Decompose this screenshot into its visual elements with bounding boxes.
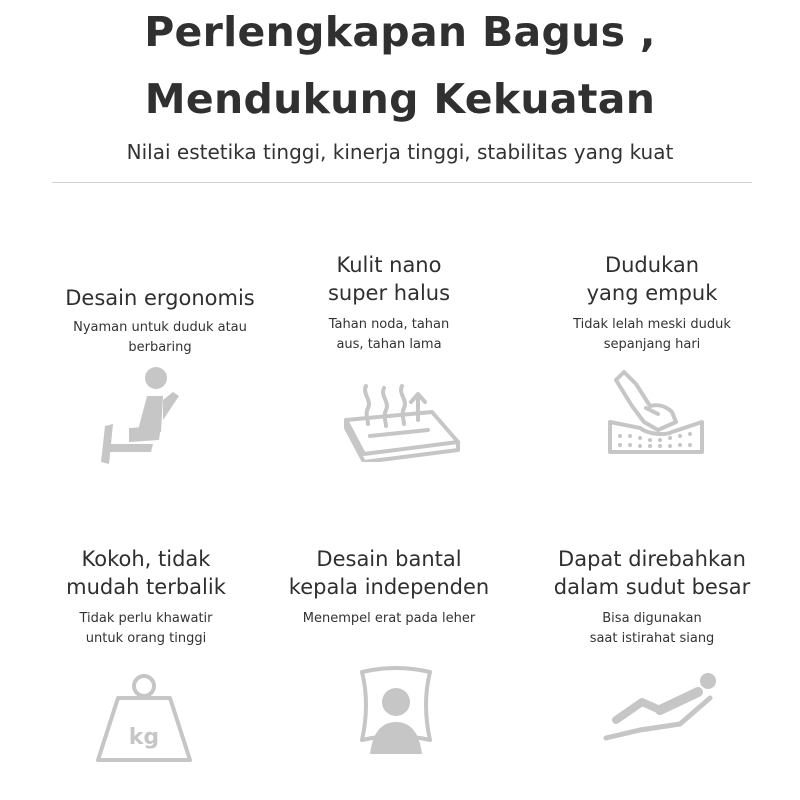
feature-soft-seat (519, 251, 785, 355)
feature-nano-leather (256, 251, 522, 355)
feature-description-line: saat istirahat siang (589, 631, 715, 646)
feature-description-line: aus, tahan lama (336, 337, 442, 352)
page-subtitle: Nilai estetika tinggi, kinerja tinggi, stabilitas yang kuat (126, 140, 674, 164)
feature-ergonomic (27, 284, 293, 358)
feature-reclining (519, 545, 785, 649)
nano-leather-layers-icon (338, 380, 462, 462)
kg-label: kg (128, 725, 160, 750)
hand-pressing-cushion-icon (606, 366, 706, 460)
feature-description-line: untuk orang tinggi (85, 631, 207, 646)
ergonomic-sitting-person-icon (97, 362, 187, 468)
feature-title (519, 251, 785, 307)
feature-description-line: sepanjang hari (603, 337, 701, 352)
feature-title-line: yang empuk (586, 281, 718, 305)
feature-title-line: Dapat direbahkan (558, 547, 746, 571)
reclining-person-icon (600, 668, 720, 744)
feature-sturdy (13, 545, 279, 649)
kg-weight-icon (94, 672, 194, 764)
feature-description-line: Tidak perlu khawatir (79, 611, 213, 626)
feature-description (256, 315, 522, 355)
feature-title-line: super halus (327, 281, 451, 305)
feature-title (256, 251, 522, 307)
feature-title-line: Kokoh, tidak (81, 547, 211, 571)
feature-description-line: berbaring (128, 340, 192, 355)
feature-title-line: Kulit nano (336, 253, 442, 277)
feature-title-line: dalam sudut besar (553, 575, 751, 599)
feature-description (27, 318, 293, 358)
feature-description (519, 315, 785, 355)
feature-description (13, 609, 279, 649)
feature-title-line: Desain ergonomis (65, 286, 255, 310)
feature-title (13, 545, 279, 601)
feature-description (256, 609, 522, 629)
feature-title-line: Desain bantal (316, 547, 462, 571)
feature-headrest (256, 545, 522, 629)
feature-title (256, 545, 522, 601)
feature-description-line: Bisa digunakan (602, 611, 702, 626)
headrest-pillow-icon (356, 664, 436, 756)
feature-description-line: Menempel erat pada leher (302, 611, 476, 626)
feature-title-line: Dudukan (604, 253, 700, 277)
feature-description-line: Nyaman untuk duduk atau (73, 320, 247, 335)
feature-title-line: mudah terbalik (66, 575, 226, 599)
feature-title-line: kepala independen (288, 575, 490, 599)
page-title-line-1: Perlengkapan Bagus , (144, 8, 656, 56)
feature-description-line: Tidak lelah meski duduk (573, 317, 731, 332)
divider (52, 182, 752, 183)
feature-title (519, 545, 785, 601)
feature-description-line: Tahan noda, tahan (328, 317, 450, 332)
page-title-line-2: Mendukung Kekuatan (144, 75, 656, 123)
feature-title (27, 284, 293, 312)
feature-description (519, 609, 785, 649)
